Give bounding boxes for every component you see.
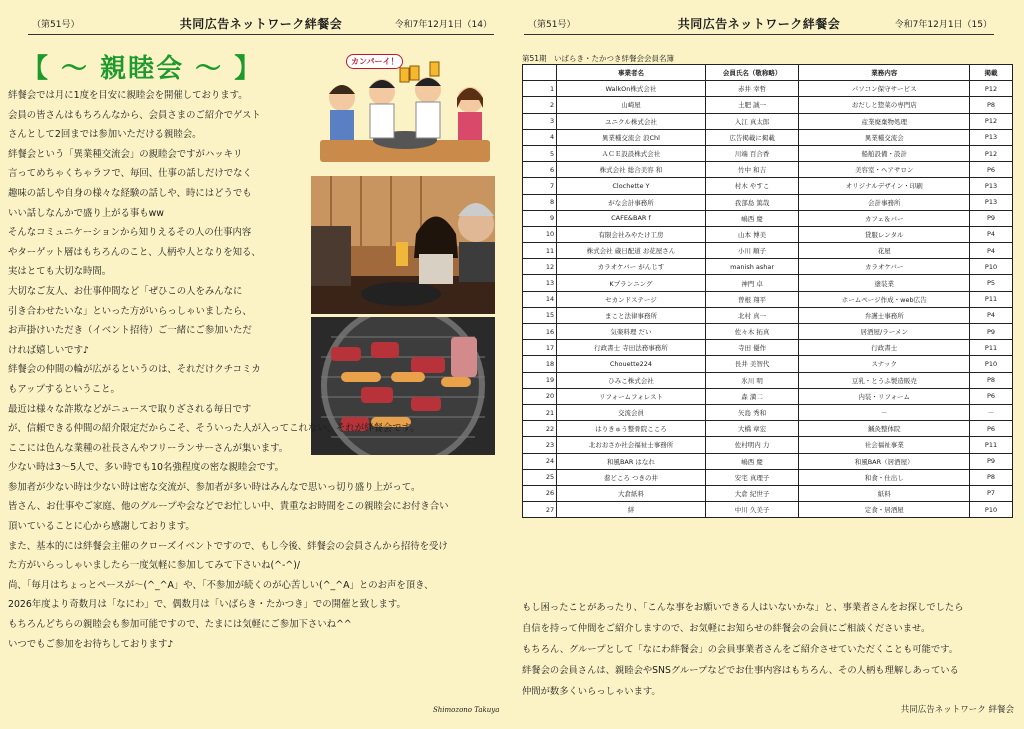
service: オリジナルデザイン・印刷 <box>799 178 970 194</box>
member-number: 10 <box>523 226 557 242</box>
service: 定食・居酒屋 <box>799 502 970 518</box>
page-ref: P9 <box>970 453 1013 469</box>
table-row <box>523 275 1013 291</box>
member-number: 24 <box>523 453 557 469</box>
table-row <box>523 356 1013 372</box>
member-number: 2 <box>523 97 557 113</box>
service: 行政書士 <box>799 340 970 356</box>
member-number: 8 <box>523 194 557 210</box>
newsletter-title: 共同広告ネットワーク絆餐会 <box>179 17 343 31</box>
table-row <box>523 81 1013 97</box>
business-name: ひみこ株式会社 <box>557 372 706 388</box>
service: スナック <box>799 356 970 372</box>
business-name: 交流会員 <box>557 404 706 420</box>
col-page: 掲載 <box>970 65 1013 81</box>
article-line-13: お声掛けいただき（イベント招待）ご一緒にご参加いただ <box>8 325 252 337</box>
member-name: 小川 順子 <box>705 243 799 259</box>
member-table-caption: 第51期 いばらき・たかつき絆餐会会員名簿 <box>522 54 675 63</box>
member-number: 21 <box>523 404 557 420</box>
member-number: 20 <box>523 388 557 404</box>
right-page-header <box>524 14 994 35</box>
article-line-14: ければ嬉しいです♪ <box>8 344 89 356</box>
speech-bubble: カンパーイ！ <box>346 54 403 69</box>
member-number: 18 <box>523 356 557 372</box>
page-ref: P13 <box>970 129 1013 145</box>
article-body <box>8 86 448 654</box>
service: － <box>799 404 970 420</box>
member-number: 16 <box>523 324 557 340</box>
member-name: 広告掲載に掲載 <box>705 129 799 145</box>
closing-message <box>522 597 964 702</box>
business-name: CAFE&BAR f <box>557 210 706 226</box>
page-ref: P6 <box>970 421 1013 437</box>
business-name: Chouette224 <box>557 356 706 372</box>
table-row <box>523 388 1013 404</box>
newsletter-title: 共同広告ネットワーク絆餐会 <box>677 17 841 31</box>
business-name: ＡＣＥ設設株式会社 <box>557 145 706 161</box>
member-name: 川端 百合香 <box>705 145 799 161</box>
business-name: 株式会社 蔵日配道 お花屋さん <box>557 243 706 259</box>
service: 社会福祉事業 <box>799 437 970 453</box>
member-name: 佐々木 拓真 <box>705 324 799 340</box>
member-name: 曽根 翔平 <box>705 291 799 307</box>
closing-line-2: 自信を持って仲間をご紹介しますので、お気軽にお知らせの絆餐会の会員にご相談くださいませ。 <box>522 623 931 634</box>
table-row <box>523 259 1013 275</box>
article-line-25: た方がいらっしゃいましたら一度気軽に参加してみて下さいね(^-^)/ <box>8 560 301 572</box>
service: 船舶設備・設計 <box>799 145 970 161</box>
member-number: 11 <box>523 243 557 259</box>
page-ref: P9 <box>970 324 1013 340</box>
business-name: 北おおさか社会福祉士事務所 <box>557 437 706 453</box>
member-name: 氷川 明 <box>705 372 799 388</box>
business-name: 異業種交流会 浪Chl <box>557 129 706 145</box>
member-number: 9 <box>523 210 557 226</box>
page-footer: 共同広告ネットワーク 絆餐会 <box>900 705 1014 715</box>
service: 鍼灸整体院 <box>799 421 970 437</box>
member-number: 3 <box>523 113 557 129</box>
member-number: 27 <box>523 502 557 518</box>
table-row <box>523 453 1013 469</box>
service: 和食・仕出し <box>799 469 970 485</box>
business-name: 和風BAR はなれ <box>557 453 706 469</box>
member-name: 北村 真一 <box>705 307 799 323</box>
member-number: 15 <box>523 307 557 323</box>
business-name: 行政書士 寺田法務事務所 <box>557 340 706 356</box>
business-name: がな会計事務所 <box>557 194 706 210</box>
article-line-21: 参加者が少ない時は少ない時は密な交流が、参加者が多い時はみんなで思いっ切り盛り上がって。 <box>8 481 421 493</box>
article-line-23: 頂いていることに心から感謝しております。 <box>8 521 195 533</box>
table-row <box>523 324 1013 340</box>
section-heading: 【 ～ 親睦会 ～ 】 <box>22 54 263 84</box>
service: 貸服レンタル <box>799 226 970 242</box>
table-row <box>523 404 1013 420</box>
table-row <box>523 113 1013 129</box>
closing-line-4: 絆餐会の会員さんは、親睦会やSNSグループなどでお仕事内容はもちろん、その人柄も理解しあっている <box>522 665 959 676</box>
service: 内装・リフォーム <box>799 388 970 404</box>
table-row <box>523 340 1013 356</box>
business-name: 有限会社みやたけ工房 <box>557 226 706 242</box>
table-row <box>523 243 1013 259</box>
table-row <box>523 291 1013 307</box>
table-row <box>523 162 1013 178</box>
article-line-19: ここには色んな業種の社長さんやフリーランサーさんが集います。 <box>8 442 289 454</box>
page-ref: P13 <box>970 194 1013 210</box>
page-ref: P4 <box>970 226 1013 242</box>
business-name: Kプランニング <box>557 275 706 291</box>
closing-line-1: もし困ったことがあったり、「こんな事をお願いできる人はいないかな」と、事業者さんをお探しでしたら <box>522 602 964 613</box>
member-name: manish ashar <box>705 259 799 275</box>
article-line-10: 実はとても大切な時間。 <box>8 266 112 278</box>
service: 弁護士事務所 <box>799 307 970 323</box>
member-number: 1 <box>523 81 557 97</box>
article-line-26: 尚、「毎月はちょっとペースが～(^_^A」や、「不参加が続くのが心苦しい(^_^A」とのお声を頂き、 <box>8 579 434 591</box>
article-line-29: いつでもご参加をお待ちしております♪ <box>8 638 174 650</box>
business-name: ユニクル株式会社 <box>557 113 706 129</box>
business-name: はりきゅう整骨院こころ <box>557 421 706 437</box>
service: 花屋 <box>799 243 970 259</box>
service: おだしと惣菜の専門店 <box>799 97 970 113</box>
closing-line-3: もちろん、グループとして「なにわ絆餐会」の会員事業者さんをご紹介させていただくことも可能です。 <box>522 644 959 655</box>
issue-number: （第51号） <box>32 20 80 30</box>
page-ref: P11 <box>970 291 1013 307</box>
member-name: 安宅 真理子 <box>705 469 799 485</box>
member-name: 矢島 秀和 <box>705 404 799 420</box>
page-ref: P4 <box>970 307 1013 323</box>
member-number: 19 <box>523 372 557 388</box>
member-name: 赤井 幸哲 <box>705 81 799 97</box>
table-row <box>523 129 1013 145</box>
col-member: 会員氏名（敬称略） <box>705 65 799 81</box>
page-ref: P12 <box>970 145 1013 161</box>
member-number: 14 <box>523 291 557 307</box>
issue-date: 令和7年12月1日（15） <box>894 20 992 30</box>
business-name: カラオケバー がんじす <box>557 259 706 275</box>
service: 会計事務所 <box>799 194 970 210</box>
service: 紙料 <box>799 485 970 501</box>
page-ref: P12 <box>970 81 1013 97</box>
member-number: 26 <box>523 485 557 501</box>
closing-line-5: 仲間が数多くいらっしゃいます。 <box>522 686 661 697</box>
member-number: 4 <box>523 129 557 145</box>
article-line-3: さんとして2回までは参加いただける親睦会。 <box>8 129 202 141</box>
page-ref: P10 <box>970 259 1013 275</box>
business-name: Clochette Y <box>557 178 706 194</box>
col-business: 事業者名 <box>557 65 706 81</box>
member-name: 寺田 優作 <box>705 340 799 356</box>
table-row <box>523 437 1013 453</box>
left-page-header <box>28 14 494 35</box>
table-row <box>523 145 1013 161</box>
member-number: 22 <box>523 421 557 437</box>
service: カフェ＆バー <box>799 210 970 226</box>
article-line-5: 言ってめちゃくちゃラフで、毎回、仕事の話しだけでなく <box>8 168 252 180</box>
page-ref: P10 <box>970 502 1013 518</box>
member-name: 大橋 章宏 <box>705 421 799 437</box>
business-name: 蕎どころ つきの井 <box>557 469 706 485</box>
member-number: 12 <box>523 259 557 275</box>
article-line-7: いい話しなんかで盛り上がる事もww <box>8 207 164 219</box>
page-ref: P8 <box>970 469 1013 485</box>
article-line-4: 絆餐会という「異業種交流会」の親睦会ですがハッキリ <box>8 148 243 160</box>
member-number: 7 <box>523 178 557 194</box>
article-line-27: 2026年度より奇数月は「なにわ」で、偶数月は「いばらき・たかつき」での開催と致します。 <box>8 599 406 611</box>
page-ref: P7 <box>970 485 1013 501</box>
author-signature: Shimozono Takuya <box>433 706 500 714</box>
col-service: 業務内容 <box>799 65 970 81</box>
business-name: 絆 <box>557 502 706 518</box>
article-line-20: 少ない時は3～5人で、多い時でも10名強程度の密な親睦会です。 <box>8 462 285 474</box>
table-row <box>523 485 1013 501</box>
member-name: 土肥 誠一 <box>705 97 799 113</box>
article-line-1: 絆餐会では月に1度を目安に親睦会を開催しております。 <box>8 90 248 101</box>
service: パソコン保守サービス <box>799 81 970 97</box>
page-ref: － <box>970 404 1013 420</box>
member-number: 17 <box>523 340 557 356</box>
member-name: 村木 やすこ <box>705 178 799 194</box>
page-ref: P6 <box>970 162 1013 178</box>
service: カラオケバー <box>799 259 970 275</box>
member-name: 森 満二 <box>705 388 799 404</box>
article-line-8: そんなコミュニケーションから知りえるその人の仕事内容 <box>8 227 252 239</box>
business-name: 株式会社 総合美容 和 <box>557 162 706 178</box>
member-number: 6 <box>523 162 557 178</box>
page-ref: P12 <box>970 113 1013 129</box>
member-name: 中川 久美子 <box>705 502 799 518</box>
business-name: リフォームフォレスト <box>557 388 706 404</box>
member-name: 竹中 和吉 <box>705 162 799 178</box>
member-name: 我部島 篤哉 <box>705 194 799 210</box>
article-line-9: やターゲット層はもちろんのこと、人柄や人となりを知る、 <box>8 246 261 258</box>
member-number: 23 <box>523 437 557 453</box>
table-row <box>523 307 1013 323</box>
page-ref: P10 <box>970 356 1013 372</box>
member-number: 13 <box>523 275 557 291</box>
page-ref: P9 <box>970 210 1013 226</box>
service: 和風BAR（居酒屋） <box>799 453 970 469</box>
article-line-28: もちろんどちらの親睦会も参加可能ですので、たまには気軽にご参加下さいね^^ <box>8 619 352 631</box>
page-ref: P13 <box>970 178 1013 194</box>
business-name: 大倉紙料 <box>557 485 706 501</box>
table-row <box>523 210 1013 226</box>
article-line-17: 最近は様々な詐欺などがニュースで取りざされる毎日です <box>8 403 252 415</box>
page-ref: P8 <box>970 372 1013 388</box>
page-ref: P11 <box>970 340 1013 356</box>
member-table-body <box>523 81 1013 518</box>
member-table <box>522 64 1013 518</box>
member-number: 25 <box>523 469 557 485</box>
article-line-12: 引き合わせたいな」といった方がいらっしゃいましたら、 <box>8 305 252 317</box>
table-row <box>523 194 1013 210</box>
right-page <box>512 0 1024 729</box>
service: 美容室・ヘアサロン <box>799 162 970 178</box>
member-number: 5 <box>523 145 557 161</box>
member-name: 嶋西 慶 <box>705 210 799 226</box>
col-number <box>523 65 557 81</box>
member-name: 長井 美智代 <box>705 356 799 372</box>
member-name: 大倉 紀世子 <box>705 485 799 501</box>
article-line-24: また、基本的には絆餐会主催のクローズイベントですので、もし今後、絆餐会の会員さんから招待を受け <box>8 540 448 552</box>
table-header-row <box>523 65 1013 81</box>
table-row <box>523 97 1013 113</box>
business-name: セカンドステージ <box>557 291 706 307</box>
table-row <box>523 372 1013 388</box>
member-name: 佐村明内 力 <box>705 437 799 453</box>
business-name: まこと法律事務所 <box>557 307 706 323</box>
service: 豆乳・とうふ製造販売 <box>799 372 970 388</box>
article-line-6: 趣味の話しや自身の様々な経験の話しや、時にはどうでも <box>8 187 252 199</box>
page-ref: P8 <box>970 97 1013 113</box>
article-line-11: 大切なご友人、お仕事仲間など「ぜひこの人をみんなに <box>8 285 243 297</box>
service: 異業種交流会 <box>799 129 970 145</box>
business-name: 山崎屋 <box>557 97 706 113</box>
page-ref: P5 <box>970 275 1013 291</box>
member-name: 嶋西 慶 <box>705 453 799 469</box>
page-ref: P11 <box>970 437 1013 453</box>
table-row <box>523 178 1013 194</box>
service: 塗装業 <box>799 275 970 291</box>
article-line-2: 会員の皆さんはもちろんなから、会員さまのご紹介でゲスト <box>8 109 261 121</box>
table-row <box>523 502 1013 518</box>
article-line-18: が、信頼できる仲間の紹介限定だからこそ、そういった人が入ってこれない、それが絆餐会です。 <box>8 423 420 435</box>
service: 産業廃棄物処理 <box>799 113 970 129</box>
article-line-22: 皆さん、お仕事やご家庭、他のグループや会などでお忙しい中、貴重なお時間をこの親睦会にお付き合い <box>8 501 449 513</box>
table-row <box>523 226 1013 242</box>
member-name: 山本 博美 <box>705 226 799 242</box>
issue-date: 令和7年12月1日（14） <box>394 20 492 30</box>
article-line-16: もアップするということ。 <box>8 383 120 395</box>
member-name: 神門 卓 <box>705 275 799 291</box>
service: ホームページ作成・web広告 <box>799 291 970 307</box>
article-line-15: 絆餐会の仲間の輪が広がるというのは、それだけクチコミカ <box>8 364 261 376</box>
business-name: WalkOn株式会社 <box>557 81 706 97</box>
page-ref: P6 <box>970 388 1013 404</box>
service: 居酒屋/ラーメン <box>799 324 970 340</box>
page-ref: P4 <box>970 243 1013 259</box>
issue-number: （第51号） <box>528 20 576 30</box>
table-row <box>523 469 1013 485</box>
member-name: 入江 真太郎 <box>705 113 799 129</box>
table-row <box>523 421 1013 437</box>
business-name: 気楽料理 だい <box>557 324 706 340</box>
